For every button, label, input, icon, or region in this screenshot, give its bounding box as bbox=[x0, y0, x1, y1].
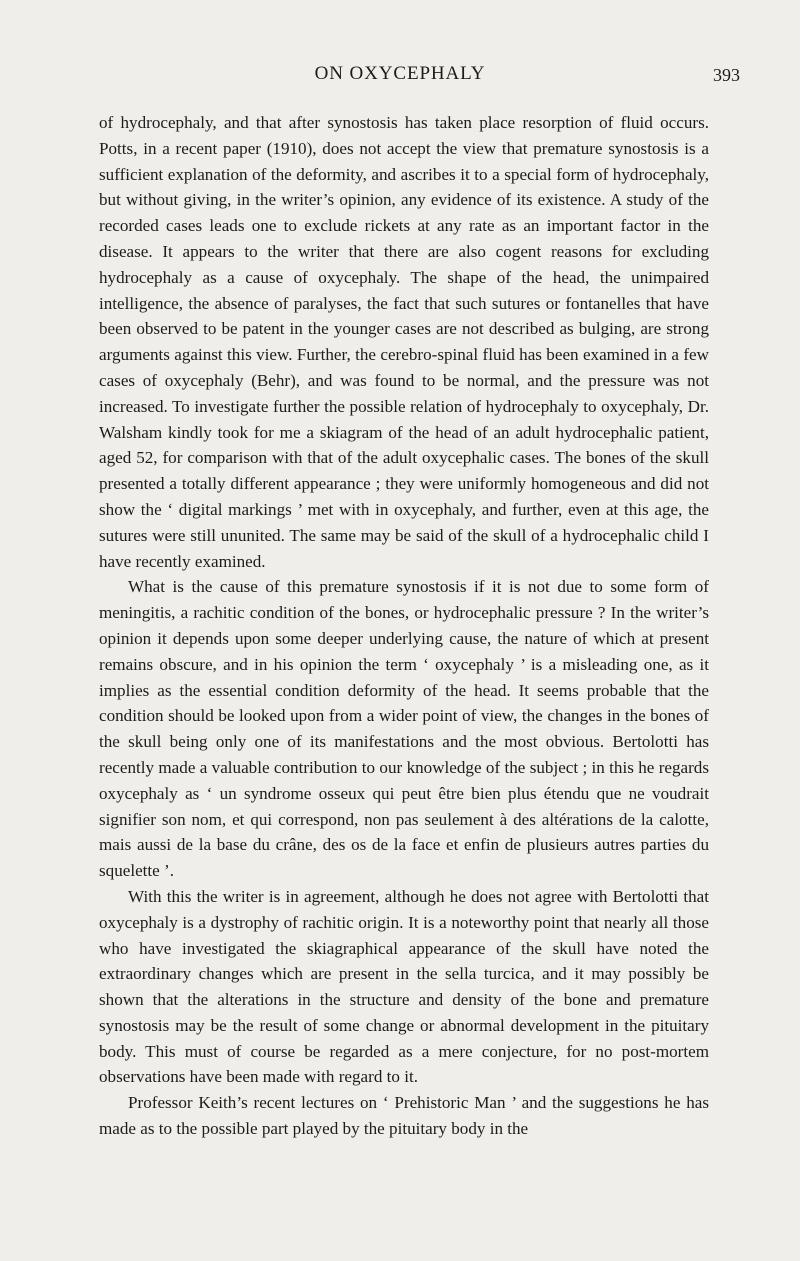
page-number: 393 bbox=[713, 65, 740, 85]
running-head bbox=[0, 62, 800, 86]
paragraph: With this the writer is in agreement, although he does not agree with Bertolotti that oxycephaly is a dystrophy of rachitic origin. It is a noteworthy point that nearly all those who have investigated the skiagraphical appearance of the skull have noted the extraordinary changes which are present in the sella turcica, and it may possibly be shown that the alterations in the structure and density of the bone and premature synostosis may be the result of some change or abnormal development in the pituitary body. This must of course be regarded as a mere conjecture, for no post-mortem observations have been made with regard to it. bbox=[99, 886, 709, 1087]
paragraph: What is the cause of this premature synostosis if it is not due to some form of meningitis, a rachitic condition of the bones, or hydrocephalic pressure ? In the writer’s opinion it depends upon some deeper underlying cause, the nature of which at present remains obscure, and in his opinion the term ‘ oxycephaly ’ is a misleading one, as it implies as the essential condition deformity of the head. It seems probable that the condition should be looked upon from a wider point of view, the changes in the bones of the skull being only one of its manifestations and the most obvious. Bertolotti has recently made a valuable contribution to our knowledge of the subject ; in this he regards oxycephaly as ‘ un syndrome osseux qui peut être bien plus étendu que ne voudrait signifier son nom, et qui correspond, non pas seulement à des altérations de la calotte, mais aussi de la base du crâne, des os de la face et enfin de plusieurs autres parties du squelette ’. bbox=[99, 577, 709, 881]
running-title: ON OXYCEPHALY bbox=[314, 63, 486, 84]
body-text bbox=[99, 110, 709, 1142]
paragraph-continued: of hydrocephaly, and that after synostosis has taken place resorption of fluid occurs. Potts, in a recent paper (1910), does not accept the view that premature synostosis is a sufficient explanation of the deformity, and ascribes it to a special form of hydrocephaly, but without giving, in the writer’s opinion, any evidence of its existence. A study of the recorded cases leads one to exclude rickets at any rate as an important factor in the disease. It appears to the writer that there are also cogent reasons for excluding hydrocephaly as a cause of oxycephaly. The shape of the head, the unimpaired intelligence, the absence of paralyses, the fact that such sutures or fontanelles that have been observed to be patent in the younger cases are not described as bulging, are strong arguments against this view. Further, the cerebro-spinal fluid has been examined in a few cases of oxycephaly (Behr), and was found to be normal, and the pressure was not increased. To investigate further the possible relation of hydrocephaly to oxycephaly, Dr. Walsham kindly took for me a skiagram of the head of an adult hydrocephalic patient, aged 52, for comparison with that of the adult oxycephalic cases. The bones of the skull presented a totally different appearance ; they were uniformly homogeneous and did not show the ‘ digital markings ’ met with in oxycephaly, and further, even at this age, the sutures were still ununited. The same may be said of the skull of a hydrocephalic child I have recently examined. bbox=[99, 113, 709, 571]
paragraph: Professor Keith’s recent lectures on ‘ Prehistoric Man ’ and the suggestions he has made as to the possible part played by the pituitary body in the bbox=[99, 1093, 709, 1139]
